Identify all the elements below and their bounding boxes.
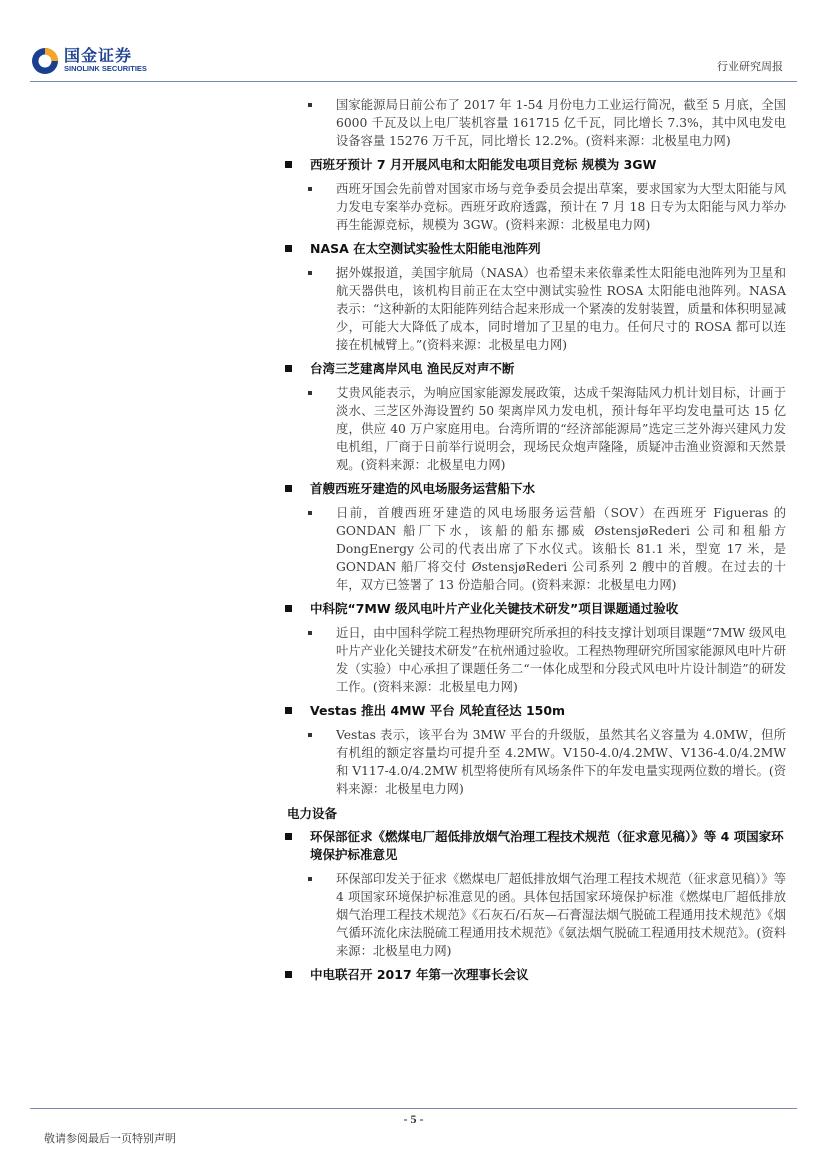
- news-heading: 西班牙预计 7 月开展风电和太阳能发电项目竞标 规模为 3GW: [310, 156, 788, 174]
- company-logo: [30, 46, 147, 76]
- square-bullet-icon: [285, 971, 292, 978]
- square-bullet-icon: [285, 365, 292, 372]
- news-item: [0, 156, 827, 234]
- square-bullet-icon: [285, 161, 292, 168]
- page-content: [0, 94, 827, 990]
- page-number: - 5 -: [403, 1112, 424, 1126]
- news-item: [0, 360, 827, 474]
- square-bullet-icon: [285, 605, 292, 612]
- news-heading: 环保部征求《燃煤电厂超低排放烟气治理工程技术规范（征求意见稿）》等 4 项国家环境保护标准意见: [310, 828, 788, 864]
- news-item: [0, 480, 827, 594]
- footer-divider: [30, 1108, 797, 1109]
- logo-english-name: SINOLINK SECURITIES: [64, 64, 147, 73]
- news-body: 环保部印发关于征求《燃煤电厂超低排放烟气治理工程技术规范（征求意见稿）》等 4 项国家环境保护标准意见的函。具体包括国家环境保护标准《燃煤电厂超低排放烟气治理工程技术规范》《石灰石/石灰—石膏湿法烟气脱硫工程通用技术规范》《烟气循环流化床法脱硫工程通用技术规范》《氨法烟气脱硫工程通用技术规范》。(资料来源：北极星电力网): [336, 872, 786, 958]
- section-title: 电力设备: [287, 806, 338, 821]
- report-type-label: 行业研究周报: [717, 60, 783, 73]
- header-divider: [30, 81, 797, 82]
- news-item: [0, 600, 827, 696]
- news-item: [0, 828, 827, 960]
- news-body: 日前，首艘西班牙建造的风电场服务运营船（SOV）在西班牙 Figueras 的 GONDAN 船厂下水，该船的船东挪威 ØstensjøRederi 公司和租船方 DongEnergy 公司的代表出席了下水仪式。该船长 81.1 米，型宽 17 米，是 GONDAN 船厂将交付 ØstensjøRederi 公司系列 2 艘中的首艘。在过去的十年，双方已签署了 13 份造船合同。(资料来源：北极星电力网): [336, 506, 786, 592]
- news-body: Vestas 表示，该平台为 3MW 平台的升级版，虽然其名义容量为 4.0MW，但所有机组的额定容量均可提升至 4.2MW。V150-4.0/4.2MW、V136-4.0/4.2MW 和 V117-4.0/4.2MW 机型将使所有风场条件下的年发电量实现两位数的增长。(资料来源：北极星电力网): [336, 728, 786, 796]
- news-body: 西班牙国会先前曾对国家市场与竞争委员会提出草案，要求国家为大型太阳能与风力发电专案举办竞标。西班牙政府透露，预计在 7 月 18 日专为太阳能与风力举办再生能源竞标，规模为 3GW。(资料来源：北极星电力网): [336, 182, 786, 232]
- news-heading: NASA 在太空测试实验性太阳能电池阵列: [310, 240, 788, 258]
- news-body: 国家能源局日前公布了 2017 年 1-54 月份电力工业运行简况，截至 5 月底，全国 6000 千瓦及以上电厂装机容量 161715 亿千瓦，同比增长 7.3%，其中风电发电设备容量 15276 万千瓦，同比增长 12.2%。(资料来源：北极星电力网): [336, 98, 786, 148]
- square-bullet-icon: [285, 485, 292, 492]
- footer-disclaimer: 敬请参阅最后一页特别声明: [44, 1132, 176, 1145]
- news-heading: 台湾三芝建离岸风电 渔民反对声不断: [310, 360, 788, 378]
- logo-chinese-name: 国金证券: [64, 46, 133, 65]
- news-heading: Vestas 推出 4MW 平台 风轮直径达 150m: [310, 702, 788, 720]
- news-item: [0, 702, 827, 798]
- page-header: [0, 0, 827, 86]
- news-heading: 首艘西班牙建造的风电场服务运营船下水: [310, 480, 788, 498]
- square-bullet-icon: [285, 245, 292, 252]
- news-item: [0, 966, 827, 984]
- square-bullet-icon: [285, 707, 292, 714]
- news-body: 近日，由中国科学院工程热物理研究所承担的科技支撑计划项目课题“7MW 级风电叶片产业化关键技术研发”在杭州通过验收。工程热物理研究所国家能源风电叶片研发（实验）中心承担了课题任务二“一体化成型和分段式风电叶片设计制造”的研发工作。(资料来源：北极星电力网): [336, 626, 786, 694]
- news-body: 据外媒报道，美国宇航局（NASA）也希望未来依靠柔性太阳能电池阵列为卫星和航天器供电，该机构目前正在太空中测试实验性 ROSA 太阳能电池阵列。NASA 表示：“这种新的太阳能阵列结合起来形成一个紧凑的发射装置，质量和体积明显减少，可能大大降低了成本，同时增加了卫星的电力。任何尺寸的 ROSA 都可以连接在机械臂上。”(资料来源：北极星电力网): [336, 266, 786, 352]
- news-item: [0, 240, 827, 354]
- news-heading: 中科院“7MW 级风电叶片产业化关键技术研发”项目课题通过验收: [310, 600, 788, 618]
- square-bullet-icon: [285, 833, 292, 840]
- logo-icon: [30, 46, 60, 76]
- news-body: 艾贵风能表示，为响应国家能源发展政策，达成千架海陆风力机计划目标，计画于淡水、三芝区外海设置约 50 架离岸风力发电机，预计每年平均发电量可达 15 亿度，供应 40 万户家庭用电。台湾所谓的“经济部能源局”选定三芝外海兴建风力发电机组，厂商于日前举行说明会，现场民众炮声隆隆，质疑冲击渔业资源和天然景观。(资料来源：北极星电力网): [336, 386, 786, 472]
- news-item: [0, 96, 827, 150]
- news-heading: 中电联召开 2017 年第一次理事长会议: [310, 966, 788, 984]
